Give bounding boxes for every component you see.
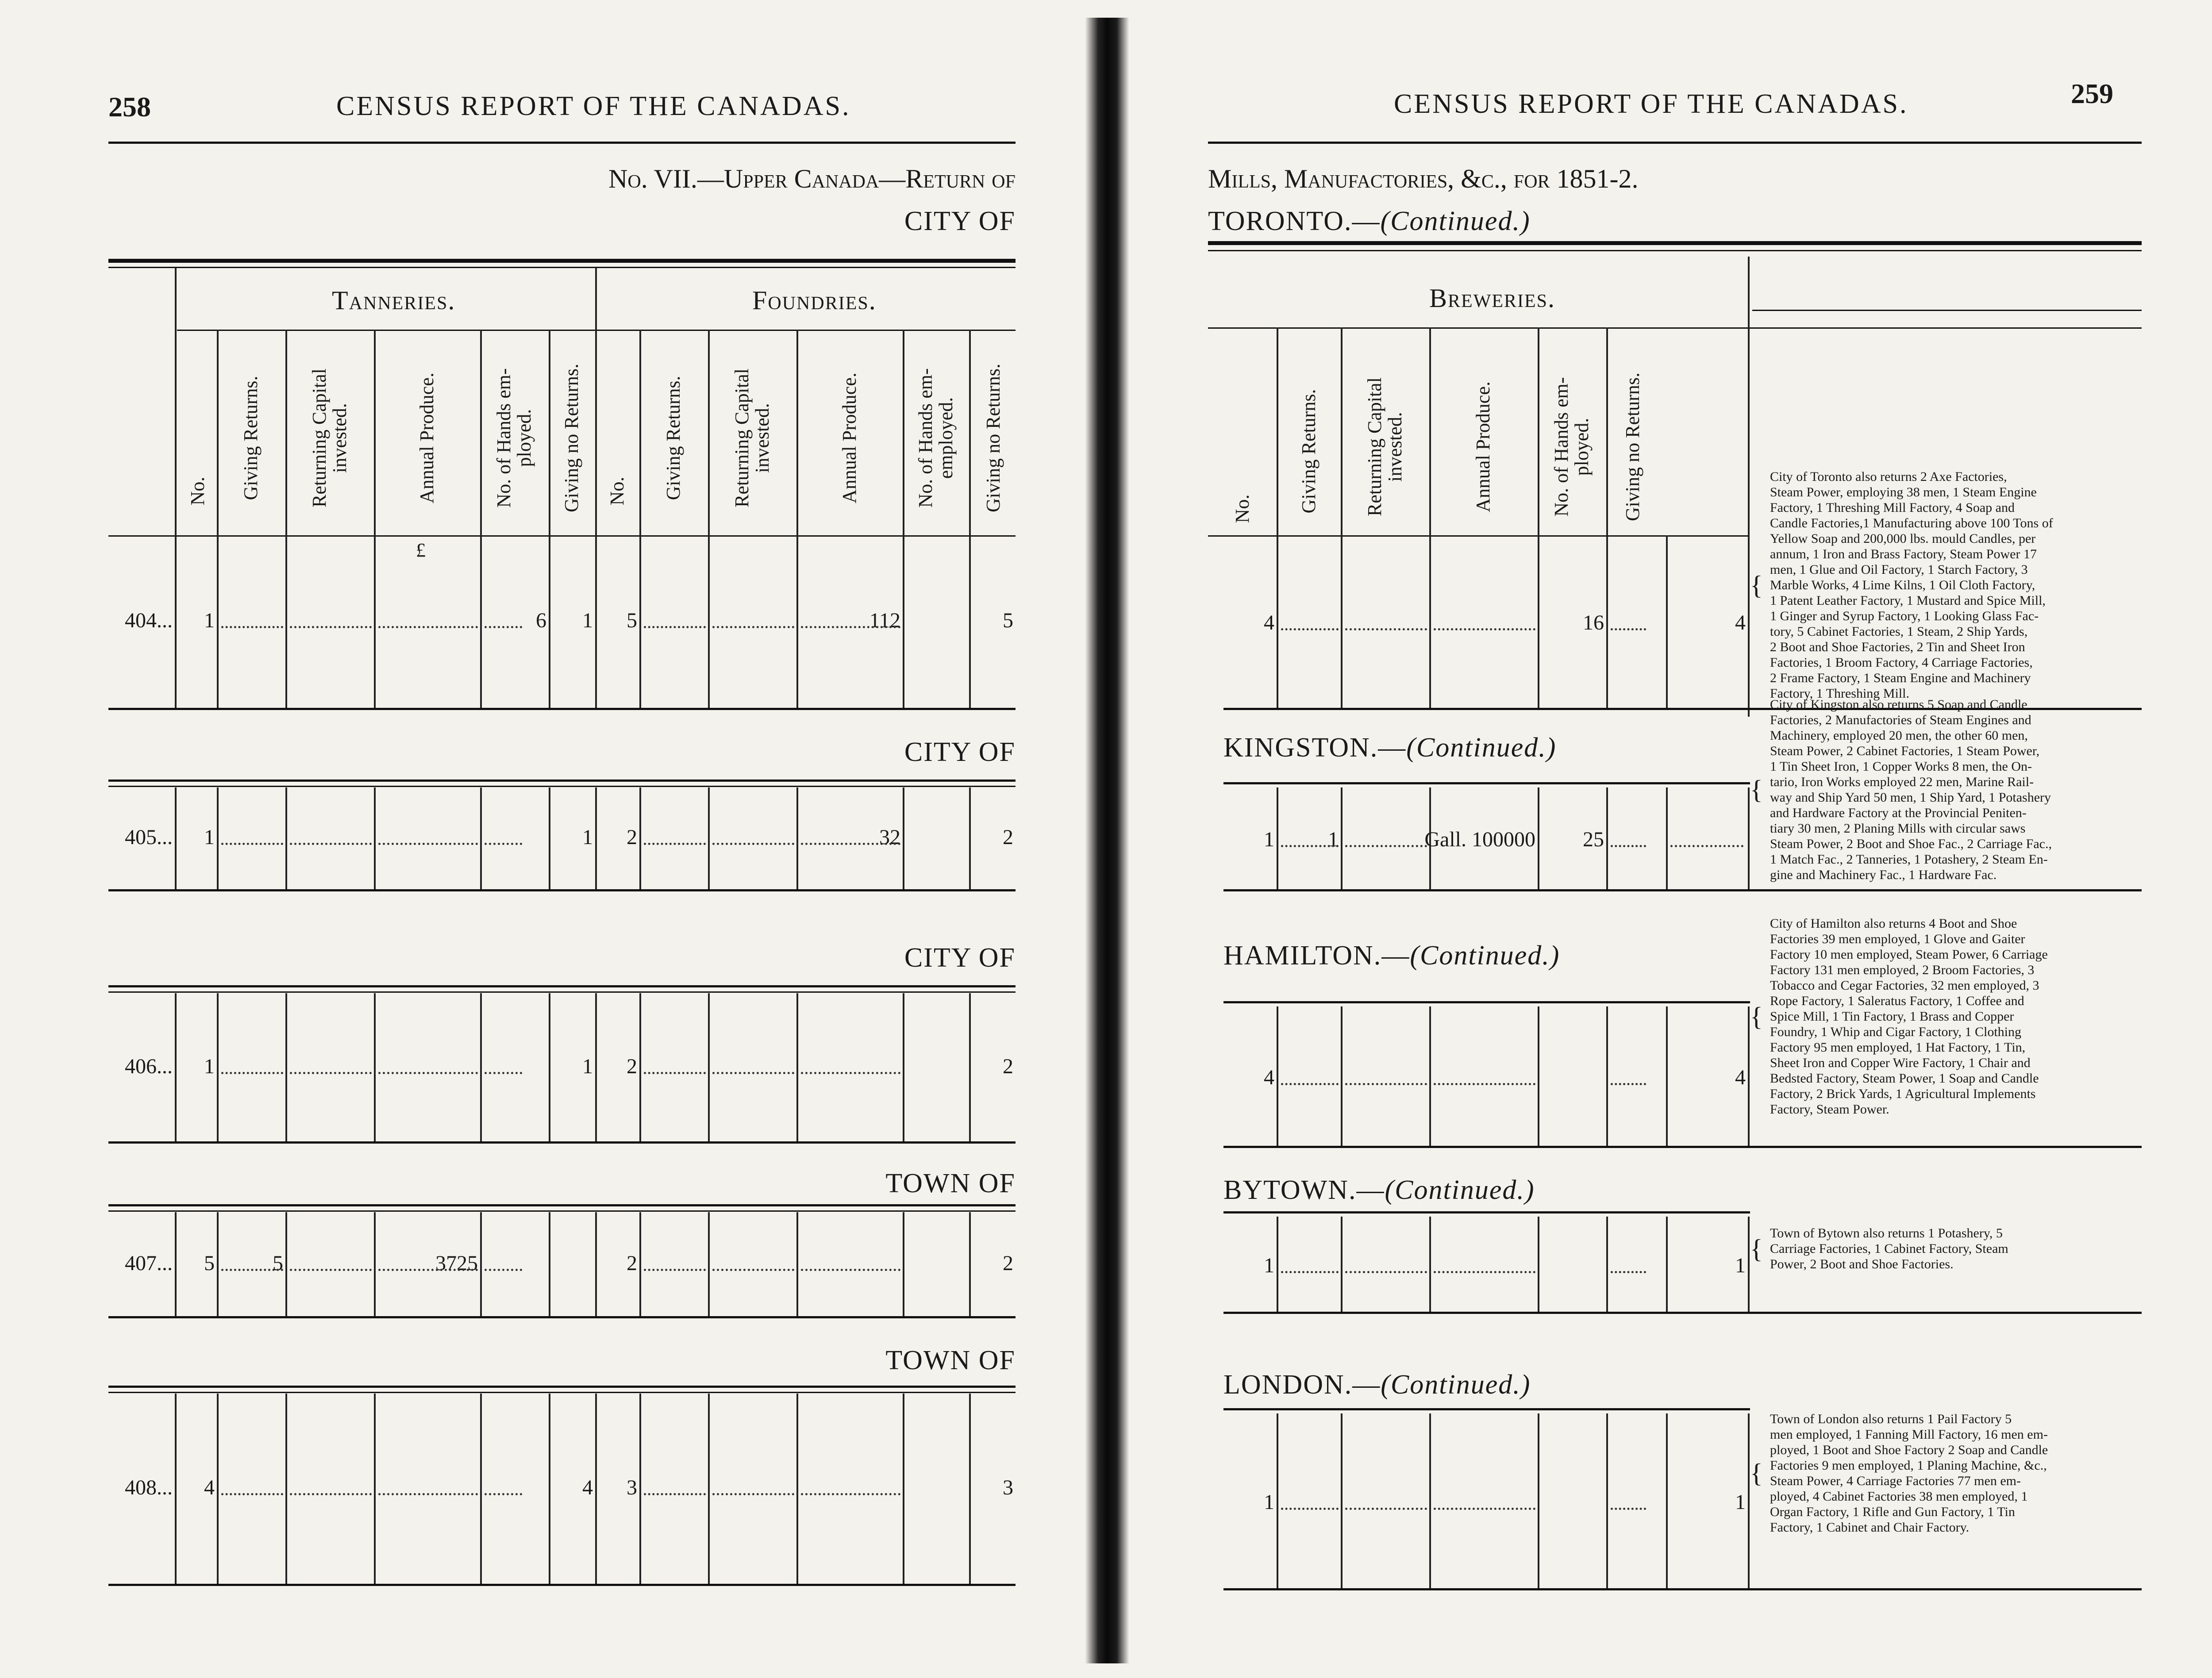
dot-leader bbox=[221, 843, 283, 845]
dot-leader bbox=[1611, 845, 1646, 847]
col-line bbox=[796, 993, 798, 1141]
group-rule bbox=[1208, 327, 2142, 329]
col-line bbox=[1429, 535, 1431, 708]
dot-leader bbox=[801, 1269, 900, 1271]
dot-leader bbox=[1611, 1271, 1646, 1273]
foundries-no-returns: 2 bbox=[1003, 1252, 1013, 1275]
dot-leader bbox=[378, 626, 478, 628]
section-label: BYTOWN.—(Continued.) bbox=[1223, 1175, 1535, 1205]
section-rule bbox=[1223, 782, 1750, 784]
col-line bbox=[1606, 1413, 1608, 1588]
col-line bbox=[1277, 1413, 1278, 1588]
col-line bbox=[903, 330, 904, 535]
brace: { bbox=[1750, 1002, 1763, 1031]
foundries-hands: 32 bbox=[879, 826, 900, 849]
dot-leader bbox=[712, 626, 794, 628]
section-city: KINGSTON. bbox=[1223, 733, 1378, 763]
dot-leader bbox=[801, 1493, 900, 1495]
col-line bbox=[285, 535, 287, 708]
rule bbox=[1208, 142, 2142, 144]
section-continued: (Continued.) bbox=[1406, 733, 1557, 763]
section-rule bbox=[108, 779, 1016, 782]
dot-leader bbox=[378, 1493, 478, 1495]
col-line bbox=[1429, 327, 1431, 535]
section-note: City of Toronto also returns 2 Axe Factories, Steam Power, employing 38 men, 1 Steam Engine Factory, 1 Threshing Mill Factory, 4 Soap and Candle Factories,1 Manufacturing above 100 Tons of Yellow Soap and 200,000 lbs. mould Candles, per annum, 1 Iron and Brass Factory, Steam Power 17 men, 1 Glue and Oil Factory, 1 Starch Factory, 3 Marble Works, 4 Lime Kilns, 1 Oil Cloth Factory, 1 Patent Leather Factory, 1 Mustard and Spice Mill, 1 Ginger and Syrup Factory, 1 Looking Glass Fac- tory, 5 Cabinet Factories, 1 Steam, 2 Ship Yards, 2 Boot and Shoe Factories, 2 Tin and Sheet Iron Factories, 1 Broom Factory, 4 Carriage Factories, 2 Frame Factory, 1 Steam Engine and Machinery Factory, 1 Threshing Mill. bbox=[1770, 469, 2053, 701]
breweries-no: 4 bbox=[1264, 1066, 1274, 1089]
col-line bbox=[1538, 327, 1539, 535]
col-line bbox=[1748, 787, 1750, 889]
breweries-no-returns: 4 bbox=[1735, 1066, 1746, 1089]
running-head: CENSUS REPORT OF THE CANADAS. bbox=[336, 91, 851, 121]
running-head: CENSUS REPORT OF THE CANADAS. bbox=[1394, 89, 1908, 119]
col-line bbox=[1429, 1413, 1431, 1588]
section-bottom-rule bbox=[108, 1141, 1016, 1144]
breweries-produce: Gall. 100000 bbox=[1424, 828, 1535, 851]
col-line bbox=[708, 993, 710, 1141]
tanneries-no: 5 bbox=[204, 1252, 215, 1275]
col-line bbox=[374, 993, 376, 1141]
table-top-rule bbox=[1208, 241, 2142, 245]
breweries-no-returns: 4 bbox=[1735, 611, 1746, 634]
group-breweries: Breweries. bbox=[1429, 284, 1555, 313]
foundries-no-returns: 2 bbox=[1003, 826, 1013, 849]
dot-leader bbox=[1434, 1508, 1535, 1510]
dot-leader bbox=[485, 1072, 522, 1074]
section-city: LONDON. bbox=[1223, 1370, 1353, 1400]
table-title: Mills, Manufactories, &c., for 1851-2. bbox=[1208, 164, 1639, 193]
col-line bbox=[969, 330, 971, 535]
brace: { bbox=[1750, 570, 1763, 600]
col-line bbox=[285, 330, 287, 535]
col-line bbox=[1606, 535, 1608, 708]
section-note: City of Hamilton also returns 4 Boot and Shoe Factories 39 men employed, 1 Glove and Gaiter Factory 10 men employed, Steam Power, 6 Carriage Factory 131 men employed, 2 Broom Factories, 3 Tobacco and Cegar Factories, 32 men employed, 3 Rope Factory, 1 Saleratus Factory, 1 Coffee and Spice Mill, 1 Tin Factory, 1 Brass and Copper Foundry, 1 Whip and Cigar Factory, 1 Clothing Factory 95 men employed, 1 Hat Factory, 1 Tin, Sheet Iron and Copper Wire Factory, 1 Chair and Bedsted Factory, Steam Power, 1 Soap and Candle Factory, 2 Brick Yards, 1 Agricultural Implements Factory, Steam Power. bbox=[1770, 916, 2048, 1117]
col-line bbox=[1277, 1217, 1278, 1312]
section-rule bbox=[108, 985, 1016, 987]
col-line bbox=[1277, 1006, 1278, 1146]
col-line bbox=[285, 1212, 287, 1316]
dot-leader bbox=[1281, 1508, 1339, 1510]
dot-leader bbox=[1611, 1083, 1646, 1085]
col-line bbox=[639, 787, 641, 889]
section-label: TOWN OF bbox=[885, 1345, 1016, 1375]
dot-leader bbox=[221, 1072, 283, 1074]
col-line bbox=[903, 1394, 904, 1584]
page-number: 258 bbox=[108, 91, 151, 123]
pound-sign: £ bbox=[416, 539, 426, 561]
tanneries-no: 1 bbox=[204, 826, 215, 849]
col-line bbox=[480, 993, 482, 1141]
dot-leader bbox=[485, 626, 522, 628]
section-label: KINGSTON.—(Continued.) bbox=[1223, 733, 1557, 763]
dot-leader bbox=[290, 1269, 372, 1271]
dot-leader bbox=[290, 626, 372, 628]
breweries-no: 1 bbox=[1264, 828, 1274, 851]
col-line bbox=[796, 1212, 798, 1316]
tanneries-no: 1 bbox=[204, 609, 215, 632]
dot-leader bbox=[1345, 845, 1427, 847]
dot-leader bbox=[712, 1072, 794, 1074]
dot-leader bbox=[221, 1269, 283, 1271]
col-line bbox=[1748, 1413, 1750, 1588]
dot-leader bbox=[485, 1493, 522, 1495]
col-line bbox=[217, 1394, 219, 1584]
section-label: CITY OF bbox=[904, 737, 1016, 767]
note-column-rule bbox=[1752, 310, 2142, 311]
section-rule bbox=[108, 1392, 1016, 1393]
col-line bbox=[1538, 1217, 1539, 1312]
dot-leader bbox=[1345, 628, 1427, 630]
table-top-rule bbox=[108, 259, 1016, 263]
dot-leader bbox=[644, 626, 706, 628]
page-number: 259 bbox=[2071, 78, 2113, 109]
col-line bbox=[1606, 787, 1608, 889]
dot-leader bbox=[221, 1493, 283, 1495]
dot-leader bbox=[644, 1072, 706, 1074]
col-line bbox=[217, 330, 219, 535]
col-line bbox=[639, 1212, 641, 1316]
section-bottom-rule bbox=[108, 1316, 1016, 1318]
col-line bbox=[639, 330, 641, 535]
tanneries-no-returns: 1 bbox=[582, 826, 593, 849]
breweries-no: 1 bbox=[1264, 1490, 1274, 1514]
col-line bbox=[374, 330, 376, 535]
dot-leader bbox=[801, 843, 900, 845]
table-top-rule bbox=[108, 267, 1016, 268]
tanneries-no: 1 bbox=[204, 1055, 215, 1078]
col-line bbox=[1429, 1006, 1431, 1146]
dot-leader bbox=[1345, 1271, 1427, 1273]
col-line bbox=[903, 1212, 904, 1316]
section-rule bbox=[1223, 1001, 1750, 1003]
dot-leader bbox=[644, 1493, 706, 1495]
row-number: 406... bbox=[125, 1055, 173, 1078]
table-title: No. VII.—Upper Canada—Return of bbox=[608, 164, 1016, 193]
col-line bbox=[1666, 787, 1668, 889]
breweries-no-returns: 1 bbox=[1735, 1254, 1746, 1277]
tanneries-no-returns: 4 bbox=[582, 1476, 593, 1499]
dot-leader bbox=[644, 1269, 706, 1271]
col-line bbox=[903, 993, 904, 1141]
col-line bbox=[217, 787, 219, 889]
breweries-no-returns: 1 bbox=[1735, 1490, 1746, 1514]
foundries-no: 2 bbox=[627, 1055, 637, 1078]
section-rule bbox=[1223, 1211, 1750, 1213]
section-toronto-label: TORONTO.—(Continued.) bbox=[1208, 206, 1531, 236]
section-continued: (Continued.) bbox=[1410, 941, 1560, 971]
brace: { bbox=[1750, 775, 1763, 804]
col-line bbox=[1341, 1217, 1343, 1312]
section-rule bbox=[108, 786, 1016, 787]
col-line bbox=[480, 787, 482, 889]
dot-leader bbox=[801, 626, 900, 628]
dot-leader bbox=[644, 843, 706, 845]
dot-leader bbox=[1345, 1508, 1427, 1510]
dot-leader bbox=[1345, 1083, 1427, 1085]
section-bottom-rule bbox=[1223, 1588, 2142, 1590]
section-label: CITY OF bbox=[904, 206, 1016, 236]
dot-leader bbox=[290, 1493, 372, 1495]
dot-leader bbox=[712, 1493, 794, 1495]
dot-leader bbox=[378, 1072, 478, 1074]
col-line bbox=[480, 1394, 482, 1584]
breweries-hands: 16 bbox=[1583, 611, 1604, 634]
dot-leader bbox=[485, 843, 522, 845]
col-line bbox=[285, 1394, 287, 1584]
table-top-rule bbox=[1208, 250, 2142, 251]
foundries-no-returns: 2 bbox=[1003, 1055, 1013, 1078]
section-rule bbox=[108, 1386, 1016, 1388]
col-line bbox=[1606, 1006, 1608, 1146]
tanneries-produce: 3725 bbox=[435, 1252, 478, 1275]
col-line bbox=[639, 993, 641, 1141]
section-rule bbox=[1223, 1408, 1750, 1410]
dot-leader bbox=[290, 843, 372, 845]
dot-leader bbox=[1611, 1508, 1646, 1510]
col-line bbox=[796, 535, 798, 708]
breweries-hands: 25 bbox=[1583, 828, 1604, 851]
section-bottom-rule bbox=[108, 1584, 1016, 1586]
col-line bbox=[374, 535, 376, 708]
col-line bbox=[285, 993, 287, 1141]
tanneries-no-returns: 1 bbox=[582, 1055, 593, 1078]
dot-leader bbox=[221, 626, 283, 628]
col-line bbox=[639, 535, 641, 708]
col-line bbox=[708, 787, 710, 889]
tanneries-no-returns: 1 bbox=[582, 609, 593, 632]
col-line bbox=[1341, 787, 1343, 889]
col-line bbox=[217, 993, 219, 1141]
col-line bbox=[639, 1394, 641, 1584]
section-rule bbox=[108, 991, 1016, 993]
col-line bbox=[708, 535, 710, 708]
dot-leader bbox=[712, 1269, 794, 1271]
tanneries-hands: 6 bbox=[536, 609, 546, 632]
dot-leader bbox=[290, 1072, 372, 1074]
row-number: 404... bbox=[125, 609, 173, 632]
section-bottom-rule bbox=[108, 708, 1016, 710]
col-line bbox=[1341, 327, 1343, 535]
col-line bbox=[708, 330, 710, 535]
section-city: HAMILTON. bbox=[1223, 941, 1382, 971]
tanneries-no: 4 bbox=[204, 1476, 215, 1499]
col-line bbox=[903, 535, 904, 708]
group-foundries: Foundries. bbox=[752, 286, 877, 315]
foundries-no-returns: 3 bbox=[1003, 1476, 1013, 1499]
col-line bbox=[1538, 1413, 1539, 1588]
row-number: 405... bbox=[125, 826, 173, 849]
section-note: City of Kingston also returns 5 Soap and Candle Factories, 2 Manufactories of Steam Engines and Machinery, employed 20 men, the other 60 men, Steam Power, 2 Cabinet Factories, 1 Steam Power, 1 Tin Sheet Iron, 1 Copper Works 8 men, the On- tario, Iron Works employed 22 men, Marine Rail- way and Ship Yard 50 men, 1 Ship Yard, 1 Potashery and Hardware Factory at the Provincial Peniten- tiary 30 men, 2 Planing Mills with circular saws Steam Power, 2 Boot and Shoe Fac., 2 Carriage Fac., 1 Match Fac., 2 Tanneries, 1 Potashery, 2 Steam En- gine and Machinery Fac., 1 Hardware Fac. bbox=[1770, 697, 2052, 882]
dot-leader bbox=[1281, 1083, 1339, 1085]
dot-leader bbox=[1434, 628, 1535, 630]
section-label: LONDON.—(Continued.) bbox=[1223, 1370, 1531, 1400]
section-bottom-rule bbox=[1223, 1146, 2142, 1148]
section-bottom-rule bbox=[108, 889, 1016, 891]
tanneries-giving: 5 bbox=[273, 1252, 283, 1275]
foundries-no: 2 bbox=[627, 1252, 637, 1275]
col-line bbox=[1606, 1217, 1608, 1312]
col-line bbox=[480, 1212, 482, 1316]
col-line bbox=[796, 1394, 798, 1584]
dot-leader bbox=[1281, 845, 1339, 847]
section-rule bbox=[108, 1210, 1016, 1212]
header-bottom-rule bbox=[108, 535, 1016, 537]
section-bottom-rule bbox=[1223, 889, 2142, 891]
section-rule bbox=[108, 1204, 1016, 1206]
dot-leader bbox=[801, 1072, 900, 1074]
dot-leader bbox=[1281, 1271, 1339, 1273]
dot-leader bbox=[378, 843, 478, 845]
section-bottom-rule bbox=[1223, 1312, 2142, 1314]
col-line bbox=[1606, 327, 1608, 535]
section-label: HAMILTON.—(Continued.) bbox=[1223, 941, 1560, 971]
row-number: 407... bbox=[125, 1252, 173, 1275]
foundries-hands: 112 bbox=[869, 609, 900, 632]
col-line bbox=[796, 787, 798, 889]
brace: { bbox=[1750, 1234, 1763, 1263]
col-line bbox=[1748, 1217, 1750, 1312]
col-line bbox=[1538, 1006, 1539, 1146]
col-line bbox=[285, 787, 287, 889]
col-line bbox=[1277, 535, 1278, 708]
right-page: CENSUS REPORT OF THE CANADAS. 259 Mills, Manufactories, &c., for 1851-2. TORONTO.—(Continued.) Breweries. No. Giving Returns. Returning Capital invested. Annual Produce. No. of Hands em-ployed. Giving no Returns. 4 16 4 { City of Toronto also returns 2 Axe Factories, Steam Power, employing 38 men, 1 Steam Engine Factory, 1 Threshing Mill Factory, 4 Soap and Candle Factories,1 Manufacturing above 100 Tons of Yellow Soap and 200,000 lbs. mould Candles, per annum, 1 Iron and Brass Factory, Steam Power 17 men, 1 Glue and Oil Factory, 1 Starch Factory, 3 Marble Works, 4 Lime Kilns, 1 Oil Cloth Factory, 1 Patent Leather Factory, 1 Mustard and Spice Mill, 1 Ginger and Syrup Factory, 1 Looking Glass Fac- tory, 5 Cabinet Factories, 1 Steam, 2 Ship Yards, 2 Boot and Shoe Factories, 2 Tin and Sheet Iron Factories, 1 Broom Factory, 4 Carriage Factories, 2 Frame Factory, 1 Steam Engine and Machinery Factory, 1 Threshing Mill. KINGSTON.—(Continued.) 1 1 Gall. 100000 25 { City of Kingston also returns 5 Soap and Candle Factories, 2 Manufactories of Steam Engines and Machinery, employed 20 men, the other 60 men, Steam Power, 2 Cabinet Factories, 1 Steam Power, 1 Tin Sheet Iron, 1 Copper Works 8 men, the On- tario, Iron Works employed 22 men, Marine Rail- way and Ship Yard 50 men, 1 Ship Yard, 1 Potashery and Hardware Factory at the Provincial Peniten- tiary 30 men, 2 Planing Mills with circular saws Steam Power, 2 Boot and Shoe Fac., 2 Carriage Fac., 1 Match Fac., 2 Tanneries, 1 Potashery, 2 Steam En- gine and Machinery Fac., 1 Hardware Fac. HAMILTON.—(Continued.) 4 4 { City of Hamilton also returns 4 Boot and Shoe Factories 39 men employed, 1 Glove and Gaiter Factory 10 men employed, Steam Power, 6 Carriage Factory 131 men employed, 2 Broom Factories, 3 Tobacco and Cegar Factories, 32 men employed, 3 Rope Factory, 1 Saleratus Factory, 1 Coffee and Spice Mill, 1 Tin Factory, 1 Brass and Copper Foundry, 1 Whip and Cigar Factory, 1 Clothing Factory 95 men employed, 1 Hat Factory, 1 Tin, Sheet Iron and Copper Wire Factory, 1 Chair and Bedsted Factory, Steam Power, 1 Soap and Candle Factory, 2 Brick Yards, 1 Agricultural Implements Factory, Steam Power. BYTOWN.—(Continued.) 1 1 { Town of Bytown also returns 1 Potashery, 5 Carriage Factories, 1 Cabinet Factory, Steam Power, 2 Boot and Shoe Factories. LONDON.—(Continued.) 1 1 { Town of London also returns 1 Pail Factory 5 men employed, 1 Fanning Mill Factory, 16 men em- ployed, 1 Boot and Shoe Factory 2 Soap and Candle Factories 9 men employed, 1 Planing Machine, &c., Steam Power, 4 Carriage Factories 77 men em- ployed, 4 Cabinet Factories 38 men employed, 1 Organ Factory, 1 Rifle and Gun Factory, 1 Tin Factory, 1 Cabinet and Chair Factory. bbox=[1128, 0, 2212, 1678]
dot-leader bbox=[1281, 628, 1339, 630]
col-line bbox=[549, 330, 550, 535]
col-line bbox=[480, 330, 482, 535]
col-line bbox=[1429, 1217, 1431, 1312]
section-label: CITY OF bbox=[904, 943, 1016, 973]
col-line bbox=[1277, 327, 1278, 535]
col-line bbox=[374, 1212, 376, 1316]
section-continued: (Continued.) bbox=[1385, 1175, 1535, 1205]
group-tanneries: Tanneries. bbox=[332, 286, 456, 315]
dot-leader bbox=[1611, 628, 1646, 630]
col-line bbox=[374, 787, 376, 889]
rule bbox=[108, 142, 1016, 144]
col-line bbox=[796, 330, 798, 535]
row-number: 408... bbox=[125, 1476, 173, 1499]
brace: { bbox=[1750, 1459, 1763, 1488]
col-line bbox=[903, 787, 904, 889]
foundries-no: 2 bbox=[627, 826, 637, 849]
dot-leader bbox=[1434, 1271, 1535, 1273]
dot-leader bbox=[712, 843, 794, 845]
section-continued: (Continued.) bbox=[1381, 1370, 1531, 1400]
dot-leader bbox=[485, 1269, 522, 1271]
section-note: Town of London also returns 1 Pail Factory 5 men employed, 1 Fanning Mill Factory, 16 men em- ployed, 1 Boot and Shoe Factory 2 Soap and Candle Factories 9 men employed, 1 Planing Machine, &c., Steam Power, 4 Carriage Factories 77 men em- ployed, 4 Cabinet Factories 38 men employed, 1 Organ Factory, 1 Rifle and Gun Factory, 1 Tin Factory, 1 Cabinet and Chair Factory. bbox=[1770, 1412, 2048, 1535]
col-line bbox=[1748, 257, 1750, 717]
breweries-no: 4 bbox=[1264, 611, 1274, 634]
section-note: Town of Bytown also returns 1 Potashery, 5 Carriage Factories, 1 Cabinet Factory, Steam Power, 2 Boot and Shoe Factories. bbox=[1770, 1226, 2008, 1271]
left-page: 258 CENSUS REPORT OF THE CANADAS. No. VII.—Upper Canada—Return of CITY OF Tanneries. Foundries. No. Giving Returns. Returning Capital invested. Annual Produce. No. of Hands em-ployed. Giving no Returns. No. Giving Returns. Returning Capital invested. Annual Produce. No. of Hands em-employed. Giving no Returns. £ 404... 1 6 1 5 112 5 CITY OF 405... 1 1 2 32 2 CITY OF 406... 1 1 2 2 TOWN OF 407... 5 5 3725 2 2 TOWN OF 408... 4 4 3 3 bbox=[0, 0, 1093, 1678]
section-label: TOWN OF bbox=[885, 1168, 1016, 1198]
section-city: BYTOWN. bbox=[1223, 1175, 1357, 1205]
foundries-no-returns: 5 bbox=[1003, 609, 1013, 632]
breweries-no: 1 bbox=[1264, 1254, 1274, 1277]
col-line bbox=[1748, 1006, 1750, 1146]
col-line bbox=[708, 1212, 710, 1316]
col-line bbox=[1341, 1006, 1343, 1146]
dot-leader bbox=[1434, 1083, 1535, 1085]
col-line bbox=[374, 1394, 376, 1584]
col-line bbox=[1341, 1413, 1343, 1588]
foundries-no: 3 bbox=[627, 1476, 637, 1499]
dot-leader bbox=[1670, 845, 1743, 847]
col-line bbox=[217, 535, 219, 708]
breweries-giving: 1 bbox=[1328, 828, 1339, 851]
dot-leader bbox=[378, 1269, 478, 1271]
foundries-no: 5 bbox=[627, 609, 637, 632]
col-line bbox=[1341, 535, 1343, 708]
col-line bbox=[708, 1394, 710, 1584]
